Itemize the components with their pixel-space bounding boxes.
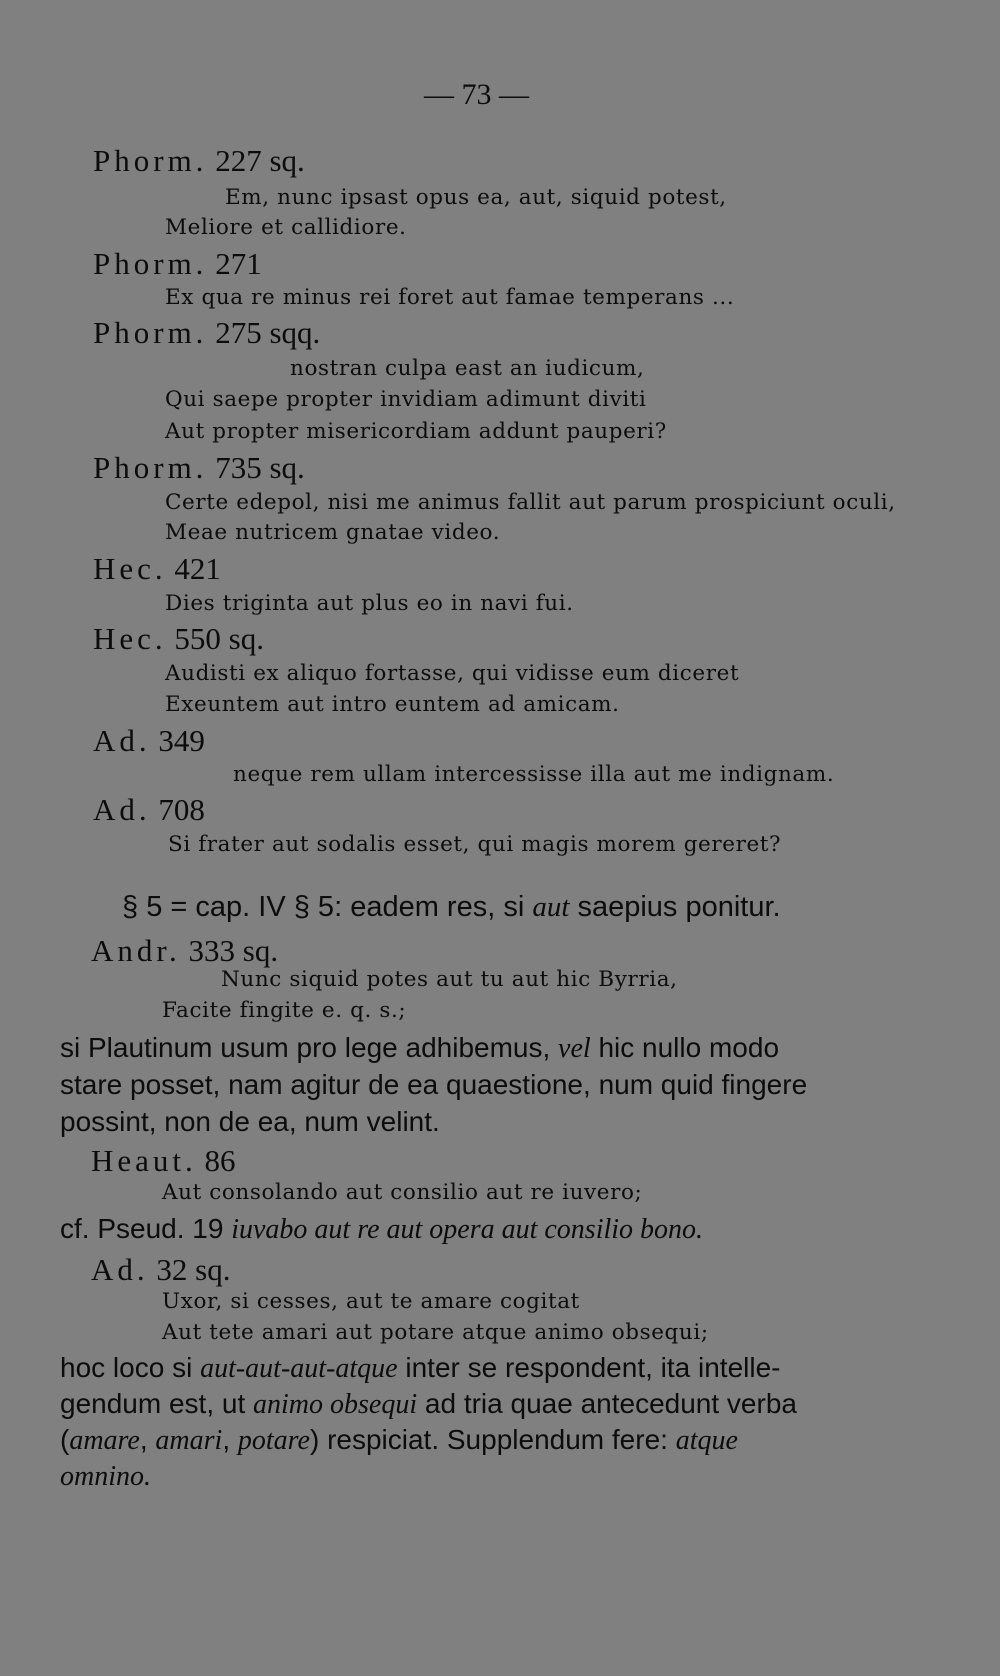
paragraph-line — [60, 1390, 797, 1419]
italic-run: omnino. — [60, 1461, 151, 1492]
quote-line: Uxor, si cesses, aut te amare cogitat — [162, 1289, 580, 1314]
paragraph-line: stare posset, nam agitur de ea quaestione, num quid fingere — [60, 1069, 808, 1100]
citation-ref — [91, 1145, 236, 1176]
section-number: 5 — [146, 891, 163, 923]
quote-line: Dies triginta aut plus eo in navi fui. — [165, 591, 574, 616]
citation-num: 227 sq. — [215, 143, 305, 178]
citation-ref — [93, 248, 262, 279]
paragraph-line — [60, 1426, 738, 1455]
citation-abbr: Phorm. — [93, 246, 208, 281]
section-sign: § — [122, 891, 139, 923]
citation-ref — [93, 553, 221, 584]
citation-ref — [93, 623, 264, 654]
text-run: ( — [60, 1424, 70, 1455]
text-run: ad tria quae antecedunt verba — [424, 1388, 797, 1419]
quote-line: nostran culpa east an iudicum, — [290, 356, 645, 381]
citation-abbr: Ad. — [93, 792, 151, 827]
page-number: — 73 — — [424, 78, 529, 111]
citation-abbr: Andr. — [91, 933, 181, 968]
citation-num: 708 — [158, 792, 205, 827]
quote-line: Facite fingite e. q. s.; — [162, 998, 407, 1023]
citation-num: 333 sq. — [188, 933, 279, 968]
quote-line: Aut tete amari aut potare atque animo obsequi; — [162, 1320, 709, 1345]
quote-line: Em, nunc ipsast opus ea, aut, siquid potest, — [225, 185, 727, 210]
quote-line: Audisti ex aliquo fortasse, qui vidisse eum diceret — [165, 661, 740, 686]
quote-line: Exeuntem aut intro euntem ad amicam. — [165, 692, 620, 717]
citation-abbr: Hec. — [93, 621, 167, 656]
quote-line: Meae nutricem gnatae video. — [165, 520, 501, 545]
text-run: si Plautinum usum pro lege adhibemus, — [60, 1032, 551, 1063]
text-run: gendum est, ut — [60, 1388, 246, 1419]
citation-abbr: Phorm. — [93, 450, 208, 485]
text-run: inter se respondent, ita intelle- — [405, 1352, 781, 1383]
citation-ref — [93, 145, 305, 176]
citation-ref — [93, 725, 205, 756]
text-run: respiciat. Supplendum fere: — [327, 1424, 668, 1455]
citation-num: 275 sqq. — [215, 315, 321, 350]
italic-run: amare — [69, 1425, 140, 1456]
text-run: hic nullo modo — [598, 1032, 780, 1063]
paragraph-line — [60, 1354, 781, 1383]
text-run: cf. Pseud. 19 — [60, 1213, 224, 1244]
italic-run: aut-aut-aut-atque — [200, 1353, 398, 1384]
citation-num: 271 — [215, 246, 262, 281]
quote-line: neque rem ullam intercessisse illa aut me indignam. — [233, 762, 835, 787]
quote-line: Certe edepol, nisi me animus fallit aut parum prospiciunt oculi, — [165, 490, 896, 515]
section-text: saepius ponitur. — [577, 891, 781, 923]
citation-ref — [93, 452, 305, 483]
quote-line: Meliore et callidiore. — [165, 215, 407, 240]
citation-num: 735 sq. — [215, 450, 305, 485]
section-equals: = — [170, 891, 188, 923]
citation-num: 421 — [174, 551, 221, 586]
section-text: eadem res, si — [350, 891, 525, 923]
citation-num: 349 — [158, 723, 205, 758]
text-run: , — [222, 1424, 231, 1455]
citation-num: 86 — [204, 1143, 236, 1178]
italic-run: iuvabo aut re aut opera aut consilio bono. — [231, 1214, 704, 1245]
text-run: ) — [309, 1424, 320, 1455]
quote-line: Si frater aut sodalis esset, qui magis morem gereret? — [168, 832, 782, 857]
quote-line: Aut propter misericordiam addunt pauperi? — [165, 419, 667, 444]
citation-num: 32 sq. — [156, 1252, 231, 1287]
section-heading — [122, 893, 781, 922]
citation-ref — [91, 935, 278, 966]
italic-run: animo obsequi — [253, 1389, 418, 1420]
quote-line: Nunc siquid potes aut tu aut hic Byrria, — [221, 967, 678, 992]
citation-abbr: Phorm. — [93, 143, 208, 178]
section-sub: § 5: — [293, 891, 343, 923]
citation-abbr: Phorm. — [93, 315, 208, 350]
citation-ref — [91, 1254, 230, 1285]
paragraph-line — [60, 1215, 703, 1244]
section-cap: cap. IV — [195, 891, 286, 923]
citation-abbr: Ad. — [91, 1252, 149, 1287]
text-run: hoc loco si — [60, 1352, 193, 1383]
italic-run: amari — [155, 1425, 223, 1456]
citation-abbr: Ad. — [93, 723, 151, 758]
italic-run: potare — [237, 1425, 310, 1456]
italic-run: atque — [675, 1425, 738, 1456]
text-run: , — [139, 1424, 148, 1455]
paragraph-line — [60, 1034, 779, 1063]
citation-abbr: Heaut. — [91, 1143, 197, 1178]
italic-run: vel — [558, 1033, 591, 1064]
paragraph-line — [60, 1462, 151, 1491]
citation-abbr: Hec. — [93, 551, 167, 586]
paragraph-line: possint, non de ea, num velint. — [60, 1106, 440, 1137]
citation-num: 550 sq. — [174, 621, 264, 656]
citation-ref — [93, 794, 205, 825]
quote-line: Aut consolando aut consilio aut re iuvero; — [162, 1180, 643, 1205]
quote-line: Ex qua re minus rei foret aut famae temperans ... — [165, 285, 735, 310]
quote-line: Qui saepe propter invidiam adimunt diviti — [165, 387, 647, 412]
citation-ref — [93, 317, 320, 348]
section-italic: aut — [532, 891, 570, 923]
